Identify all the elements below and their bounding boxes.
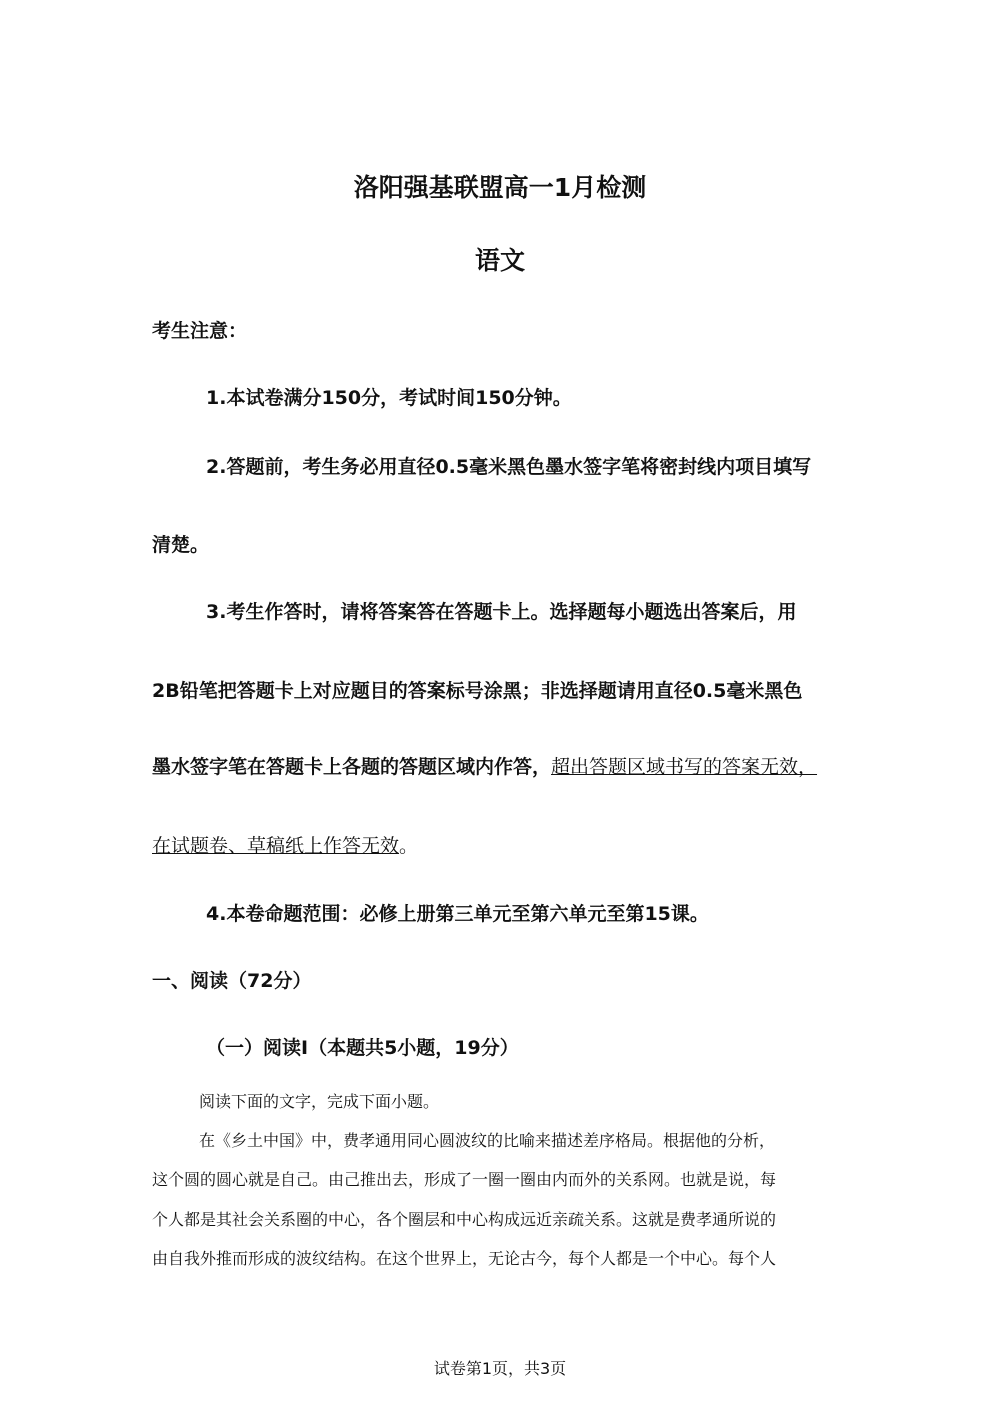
notice-item-2-line-2: 清楚。: [152, 534, 210, 556]
notice-item-1: 1.本试卷满分150分，考试时间150分钟。: [206, 387, 572, 409]
section-heading: 一、阅读（72分）: [152, 970, 312, 992]
notice-heading: 考生注意：: [152, 320, 248, 342]
notice-item-3-line-3: [152, 752, 817, 779]
reading-instruction: 阅读下面的文字，完成下面小题。: [199, 1092, 440, 1111]
passage-line-4: 由自我外推而形成的波纹结构。在这个世界上，无论古今，每个人都是一个中心。每个人: [152, 1249, 777, 1268]
passage-line-1: 在《乡土中国》中，费孝通用同心圆波纹的比喻来描述差序格局。根据他的分析，: [199, 1131, 776, 1150]
notice-item-2-line-1: 2.答题前，考生务必用直径0.5毫米黑色墨水签字笔将密封线内项目填写: [206, 456, 812, 478]
subsection-heading: （一）阅读I（本题共5小题，19分）: [206, 1037, 519, 1059]
exam-title: 洛阳强基联盟高一1月检测: [353, 173, 647, 202]
notice-item-3-line-4-end: 。: [399, 835, 419, 857]
notice-item-3-line-3-underline: 超出答题区域书写的答案无效，: [551, 756, 818, 778]
passage-line-3: 个人都是其社会关系圈的中心，各个圈层和中心构成远近亲疏关系。这就是费孝通所说的: [152, 1210, 777, 1229]
notice-item-4: 4.本卷命题范围：必修上册第三单元至第六单元至第15课。: [206, 903, 709, 925]
notice-item-3-line-2: 2B铅笔把答题卡上对应题目的答案标号涂黑；非选择题请用直径0.5毫米黑色: [152, 680, 803, 702]
notice-item-3-line-3-bold: 墨水签字笔在答题卡上各题的答题区域内作答，: [152, 756, 552, 778]
passage-line-2: 这个圆的圆心就是自己。由己推出去，形成了一圈一圈由内而外的关系网。也就是说，每: [152, 1170, 777, 1189]
notice-item-3-line-1: 3.考生作答时，请将答案答在答题卡上。选择题每小题选出答案后，用: [206, 601, 797, 623]
exam-subject: 语文: [474, 246, 525, 275]
page-footer: 试卷第1页，共3页: [433, 1359, 567, 1378]
notice-item-3-line-4-underline: 在试题卷、草稿纸上作答无效: [152, 835, 400, 857]
notice-item-3-line-4: [152, 831, 418, 858]
